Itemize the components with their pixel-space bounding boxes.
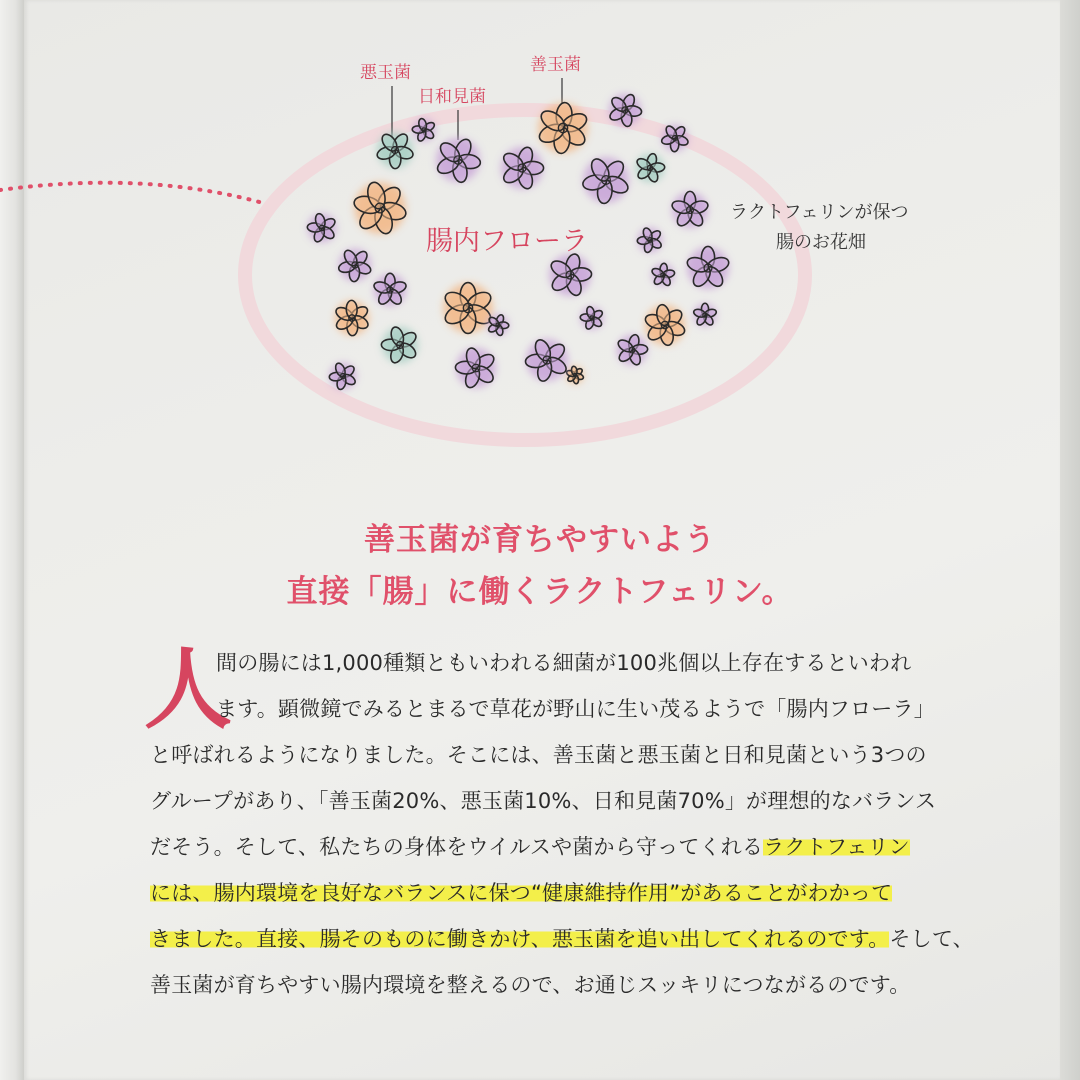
good-bacteria-flower (566, 366, 584, 384)
caption-line-1: ラクトフェリンが保つ (730, 202, 909, 223)
bad-bacteria-flower (635, 153, 665, 184)
neutral-bacteria-flower (501, 145, 544, 190)
neutral-bacteria-flower (435, 137, 481, 184)
flora-center-label: 腸内フローラ (426, 226, 588, 257)
highlight-line-7: きました。直接、腸そのものに働きかけ、悪玉菌を追い出してくれるのです。 (150, 927, 890, 951)
neutral-bacteria-flower (671, 191, 710, 228)
body-line-7-tail: そして、 (889, 927, 974, 951)
body-line-5 (150, 824, 980, 870)
dotted-connector (0, 183, 270, 205)
neutral-bacteria-flower (548, 252, 592, 297)
body-line-6 (150, 870, 980, 916)
neutral-bacteria-flower (487, 314, 509, 337)
caption-line-2: 腸のお花畑 (776, 232, 866, 253)
bad-bacteria-flower (381, 326, 418, 365)
neutral-bacteria-flower (580, 306, 604, 331)
headline-line-1: 善玉菌が育ちやすいよう (364, 522, 716, 558)
drop-cap: 人 (144, 638, 233, 741)
body-line-4: グループがあり、「善玉菌20%、悪玉菌10%、日和見菌70%」が理想的なバランス (150, 789, 937, 813)
body-line-1: 間の腸には1,000種類ともいわれる細菌が100兆個以上存在するといわれ (216, 651, 912, 675)
good-bacteria-flower (352, 180, 407, 235)
neutral-bacteria-flower (637, 227, 663, 254)
highlight-line-6: には、腸内環境を良好なバランスに保つ“健康維持作用”があることがわかって (150, 881, 893, 905)
good-bacteria-flower (334, 300, 370, 336)
good-bacteria-flower (644, 304, 687, 347)
neutral-bacteria-flower (685, 246, 730, 289)
neutral-bacteria-flower (455, 346, 496, 389)
neutral-bacteria-flower (329, 362, 357, 391)
neutral-bacteria-flower (693, 303, 718, 326)
neutral-bacteria-label: 日和見菌 (418, 87, 486, 107)
headline-line-2: 直接「腸」に働くラクトフェリン。 (286, 574, 794, 610)
body-line-7 (150, 916, 980, 962)
bad-bacteria-label: 悪玉菌 (360, 63, 411, 83)
highlight-lactoferrin: ラクトフェリン (763, 835, 910, 859)
neutral-bacteria-flower (651, 263, 675, 287)
good-bacteria-label: 善玉菌 (530, 55, 581, 75)
neutral-bacteria-flower (525, 338, 569, 383)
body-line-3: と呼ばれるようになりました。そこには、善玉菌と悪玉菌と日和見菌という3つの (150, 743, 927, 767)
neutral-bacteria-flower (373, 273, 408, 306)
body-line-5-text: だそう。そして、私たちの身体をウイルスや菌から守ってくれる (150, 835, 764, 859)
body-line-2: ます。顕微鏡でみるとまるで草花が野山に生い茂るようで「腸内フローラ」 (216, 697, 935, 721)
neutral-bacteria-flower (307, 213, 337, 244)
neutral-bacteria-flower (338, 248, 373, 282)
neutral-bacteria-flower (616, 334, 648, 367)
good-bacteria-flower (442, 283, 494, 334)
neutral-bacteria-flower (581, 156, 630, 204)
body-line-8: 善玉菌が育ちやすい腸内環境を整えるので、お通じスッキリにつながるのです。 (150, 973, 911, 997)
